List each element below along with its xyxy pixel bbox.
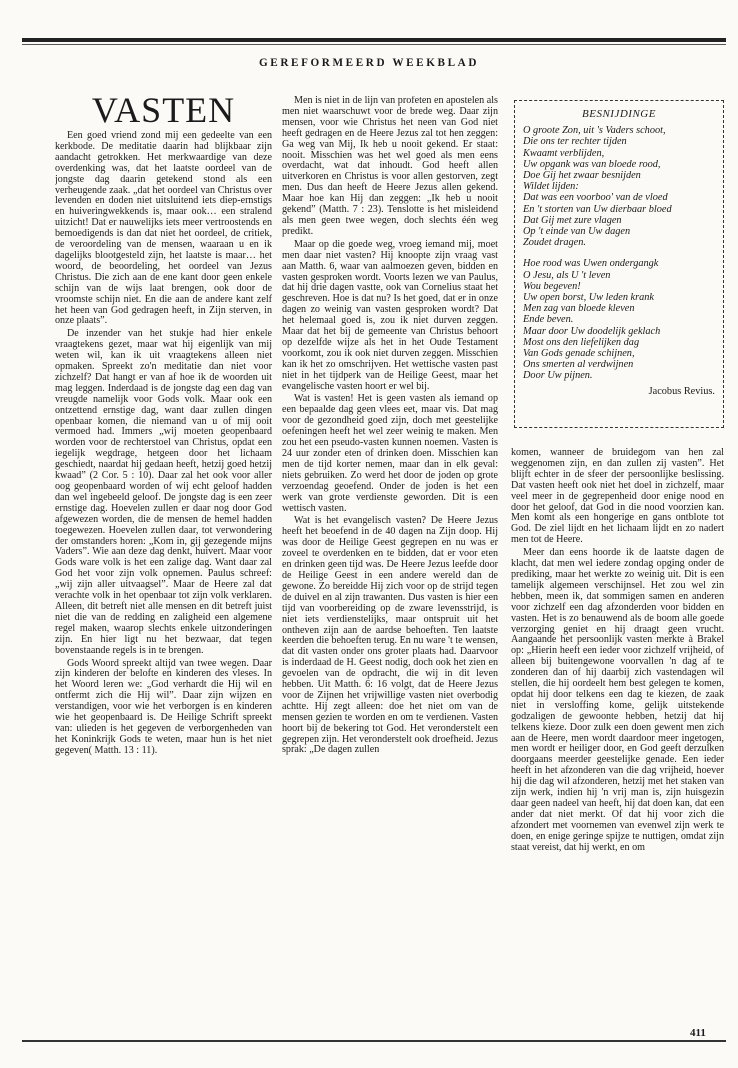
poem-line: Men zag van bloede kleven [523, 303, 635, 315]
poem-line: Zoudet dragen. [523, 237, 586, 249]
column-3 [511, 448, 724, 1013]
article-title: VASTEN [91, 90, 236, 130]
paragraph: Meer dan eens hoorde ik de laatste dagen de klacht, dat men wel iedere zondag opging onder de prediking, maar het werkte zo weinig uit. Dit is een tamelijk algemeen verschijnsel. Het zou wel zin hebben, meen ik, dat sommigen samen en anderen voor zichzelf een dag afzonderden voor bidden en vasten. Het is zo benauwend als de boom alle goede verzorging geniet en hij draagt geen vrucht. Aangaande het persoonlijk vasten merkte à Brakel op: „Hierin heeft een ieder voor zichzelf vrijheid, of alleen bij buitengewone voorvallen 'n dag af te zonderen dan of hij daarbij zich vastendagen wil stellen, die hij oordeelt hem best gelegen te komen, opdat hij door telkens een dag te kiezen, de zaak niet in versloffing kome, gelijk uitstekende godzaligen de gewoonte hebben, hetzij dat hij telkens kieze. Door zulk een doen gewent men zich aan de Heere, men wordt daardoor meer ingetogen, men wordt er heiliger door, en God geeft derzulken doorgaans meerder geestelijke genade. Een ieder heeft in het afzonderen van die dag vrijheid, hoever hij die dag wil afzonderen, hetzij met het staken van zijn werk, indien hij 'n vrij man is, zijn huisgezin daar geen nadeel van heeft, hij dat doen kan, dat een ander dat niet merkt. Of dat hij voor zich die afzondert met voornemen van evenwel zijn werk te doen, en enige geringe spijze te nuttigen, omdat zijn staat vereist, dat hij werkt, en om [511, 547, 724, 853]
poem-stanza-2 [523, 258, 715, 381]
poem-line: O Jesu, als U 't leven [523, 269, 611, 281]
top-rule [22, 38, 726, 42]
paragraph: Gods Woord spreekt altijd van twee wegen. Daar zijn kinderen der belofte en kinderen des vleses. In het Woord leren we: „God verhardt die Hij wil en ontfermt zich die Hij wil”. Daar zijn wijzen en verstandigen, voor wie het verborgen is en kinderen wie het geopenbaard is. De Heilige Schrift spreekt van: ulieden is het gegeven de verborgenheden van het Koninkrijk Gods te weten, maar hun is het niet gegeven( Matth. 13 : 11). [55, 657, 272, 756]
poem-line: Maar door Uw doodelijk geklach [523, 325, 661, 337]
paragraph: Maar op die goede weg, vroeg iemand mij, moet men daar niet vasten? Hij knoopte zijn vraag vast aan Matth. 6, waar van aalmoezen geven, bidden en vasten gesproken wordt. Voorts lezen we van Paulus, dat hij drie dagen vastte, ook van Cornelius staat het geschreven. Hoe is dat nu? Is het goed, dat er in onze dagen zo weinig van vasten gesproken wordt? Dat het helemaal goed is, zou ik niet durven zeggen. Maar dat het bij de gemeente van Christus behoort op dezelfde wijze als het in het Oude Testament voorkomt, zou ik ook niet durven zeggen. Misschien kan ik het zo omschrijven. Het wettische vasten past niet in het tijdperk van de Heilige Geest, maar het evangelische vasten hoort er wel bij. [282, 238, 498, 392]
column-2 [282, 96, 498, 1013]
paragraph: komen, wanneer de bruidegom van hen zal weggenomen zijn, en dan zullen zij vasten”. Het blijft echter in de sfeer der persoonlijke beslissing. Dat vasten heeft ook niet het doel in zichzelf, maar veel meer in de gegrepenheid door enige nood en door het geloof, dat God in die nood voorzien kan. Men komt als een hongerige en gans ontblote tot God. De ziel lijdt en het lichaam lijdt en zo nadert men tot de Heere. [511, 448, 724, 546]
poem-line: Dat Gij met zure vlagen [523, 214, 622, 226]
poem-line: Kwaamt verblijden, [523, 147, 605, 159]
poem-line: O groote Zon, uit 's Vaders schoot, [523, 125, 666, 137]
poem-line: Wildet lijden: [523, 181, 579, 193]
masthead: GEREFORMEERD WEEKBLAD [258, 57, 480, 69]
poem-box [514, 100, 724, 428]
paragraph: De inzender van het stukje had hier enkele vraagtekens gezet, maar wat hij eigenlijk van mij weten wil, kan ik uit vraagtekens alleen niet opmaken. Spreekt zo'n meditatie dan niet voor zichzelf? Dat hangt er van af hoe ik de woorden uit mag leggen. Inderdaad is de jongste dag een dag van vreugde namelijk voor Gods volk. Maar ook een ontzettend ernstige dag, want daar zullen dingen openbaar komen, die niemand van u of mij ooit vermoed had. Immers „wij moeten geopenbaard worden voor de rechterstoel van Christus, opdat een iegelijk wegdrage, hetgeen door het lichaam geschiedt, naardat hij gedaan heeft, hetzij goed hetzij kwaad” (2 Cor. 5 : 10). Daar zal het ook voor aller oog geopenbaard worden of wij echt geloof hadden dan wel ingebeeld geloof. De jongste dag is een zeer ernstige dag. Hoevelen zullen er daar nog door God afgewezen worden, die de mensen de hemel hadden toegewezen. Hoevelen zullen daar, tot verwondering der omstanders horen: „Kom in, gij gezegende mijns Vaders”. Wie aan deze dag denkt, huivert. Maar voor Gods ware volk is het een zalige dag. Want daar zal God het voor zijn volk opnemen. Paulus schreef: „wij zijn aller uitvaagsel”. Maar de Heere zal dat verachte volk in het openbaar tot zijn volk verklaren. Alleen, dit betreft niet alle mensen en dit betreft juist niet die van de redding en zaligheid een algemene regel maken, waarop slechts enkele uitzonderingen zijn. En hier ligt nu het bezwaar, dat tegen bovenstaande regels is in te brengen. [55, 328, 272, 656]
poem-line: Wou begeven! [523, 280, 581, 292]
poem-line: Doe Gij het zwaar besnijden [523, 170, 641, 182]
top-rule-thin [22, 44, 726, 45]
poem-line: En 't storten van Uw dierbaar bloed [523, 203, 672, 215]
column-1 [55, 131, 272, 1013]
poem-line: Uw open borst, Uw leden krank [523, 292, 654, 304]
poem-line: Dat was een voorboo' van de vloed [523, 192, 668, 204]
poem-line: Door Uw pijnen. [523, 370, 593, 382]
poem-line: Ons smerten al verdwijnen [523, 359, 634, 371]
poem-title: BESNIJDINGE [582, 108, 656, 120]
poem-author: Jacobus Revius. [648, 385, 715, 397]
paragraph: Men is niet in de lijn van profeten en apostelen als men niet waarschuwt voor de brede weg. Daar zijn mensen, voor wie Christus het neen van God niet heeft gedragen en de Heere Jezus zal tot hen zeggen: Ga weg van Mij, Ik heb u nooit gekend. Er staat: nooit. Misschien was het wel goed als men eens overdacht, wat dat inhoudt. God heeft allen uitverkoren en Christus is voor allen gestorven, zegt men. Dus dan heeft de Heere Jezus allen gekend. Maar hoe kan Hij dan zeggen: „Ik heb u nooit gekend” (Matth. 7 : 23). Tenslotte is het misleidend als men geen twee wegen, doch slechts één weg predikt. [282, 96, 498, 237]
poem-stanza-1 [523, 125, 715, 248]
poem-line: Op 't einde van Uw dagen [523, 226, 631, 238]
poem-line: Die ons ter rechter tijden [523, 136, 627, 148]
bottom-rule [22, 1040, 726, 1042]
poem-line: Uw opgank was van bloede rood, [523, 158, 661, 170]
page-number: 411 [690, 1027, 706, 1039]
paragraph: Wat is het evangelisch vasten? De Heere Jezus heeft het beoefend in de 40 dagen na Zijn doop. Hij was door de Heilige Geest gegrepen en nu was er zoveel te overdenken en te bidden, dat er voor eten en drinken geen tijd was. De Heere Jezus leefde door de Heilige Geest in een andere wereld dan de gewone. Zo bereidde Hij zich voor op de strijd tegen de duivel en al zijn trawanten. Dus vasten is hier een tijd van voorbereiding op de zware levensstrijd, is niet iets verdienstelijks, maar ontspruit uit het ontheven zijn aan de aardse behoeften. Ten laatste keerden die behoeften terug. En nu ware 't te wensen, dat dit vasten onder ons groter plaats had. Daarvoor is inderdaad de H. Geest nodig, doch ook het zien en gevoelen van de opdracht, die wij in dit leven hebben. Uit Matth. 6: 16 volgt, dat de Heere Jezus voor de Zijnen het vrijwillige vasten niet overbodig achtte. Hij zegt alleen: doe het niet om van de mensen gezien te worden en om te verdienen. Vasten hoort bij de bekering tot God. Het veronderstelt een gegrepen zijn. Het veronderstelt ook droefheid. Jezus sprak: „De dagen zullen [282, 515, 498, 756]
poem-line: Most ons den liefelijken dag [523, 336, 640, 348]
poem-line: Van Gods genade schijnen, [523, 348, 635, 360]
paragraph: Een goed vriend zond mij een gedeelte van een kerkbode. De meditatie daarin had blijkbaar zijn aandacht getrokken. Het merkwaardige van deze overdenking was, dat het laatste oordeel van de jongste dag daarin getekend stond als een verheugende zaak. „dat het oordeel van Christus over levenden en doden niet uitsluitend iets diep-ernstigs en huiveringwekkends is, maar ook… een stralend uitzicht! Dat er nauwelijks iets meer vertroostends en bemoedigends is dan dat niet het oordeel, de critiek, de veroordeling van de mensen, waaraan u en ik dagelijks blootgesteld zijn, het laatste is maar… het woord, de beoordeling, het oordeel van Jezus Christus. Die zich aan de ene kant door geen enkele schijn van de wijs laat brengen, ook door de vroomste schijn niet. En die aan de andere kant zelf het heen van God gedragen heeft, in Zijn sterven, in onze plaats”. [55, 131, 272, 327]
poem-line: Ende beven. [523, 314, 574, 326]
paragraph: Wat is vasten! Het is geen vasten als iemand op een bepaalde dag geen vlees eet, maar vis. Dat mag voor de gezondheid goed zijn, doch met geestelijke oefeningen heeft het wel zeer weinig te maken. Men zou het een pseudo-vasten kunnen noemen. Vasten is 24 uur zonder eten of drinken doen. Misschien kan men de tijd korter nemen, maar dan in elk geval: niets gebruiken. Zo werd het door de joden op grote verzoendag geoefend. Onder de joden is het een werk van grote verdienste geworden. Dit is een wettisch vasten. [282, 393, 498, 514]
poem-line: Hoe rood was Uwen ondergangk [523, 258, 659, 270]
